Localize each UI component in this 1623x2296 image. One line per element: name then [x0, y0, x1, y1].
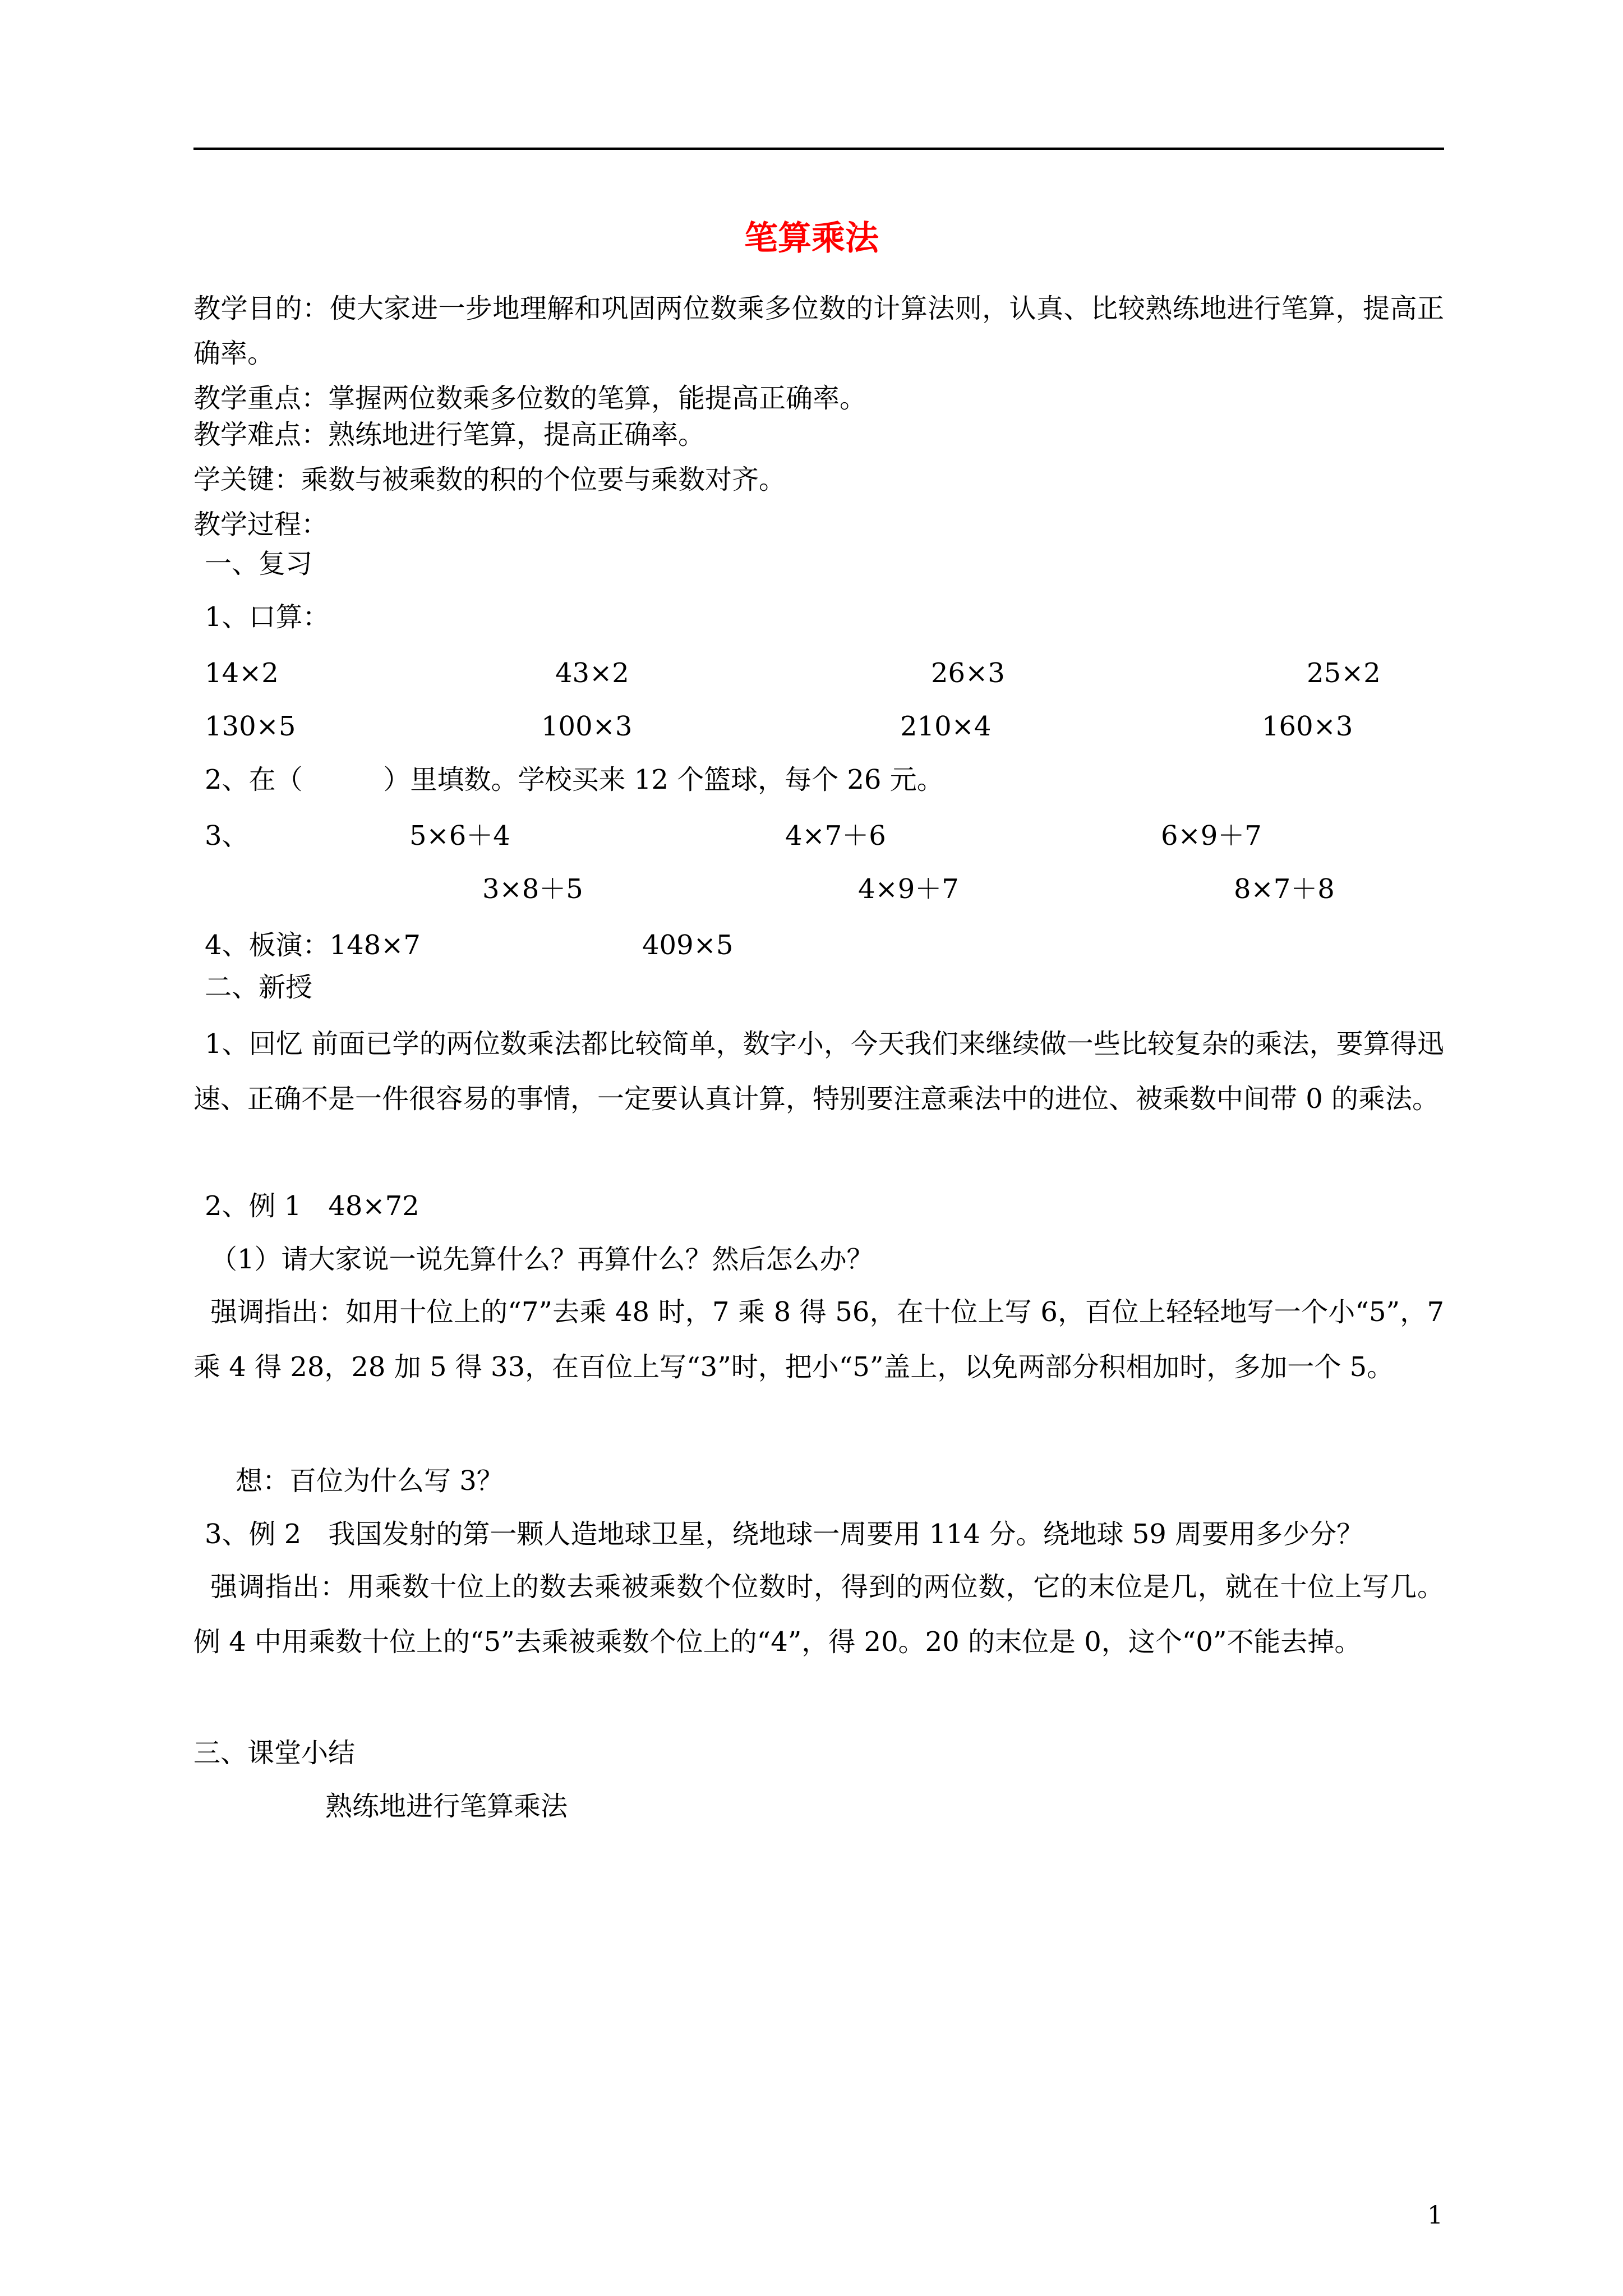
- example-1: 2、例 1 48×72: [205, 1190, 419, 1222]
- teaching-key: 学关键：乘数与被乘数的积的个位要与乘数对齐。: [193, 464, 786, 495]
- mixed-expr: 6×9＋7: [1161, 820, 1262, 852]
- oral-expr: 43×2: [555, 657, 629, 689]
- oral-expr: 100×3: [541, 711, 633, 742]
- emphasis-paragraph-1: 强调指出：如用十位上的“7”去乘 48 时，7 乘 8 得 56，在十位上写 6，百位上轻轻地写一个小“5”，7 乘 4 得 28，28 加 5 得 33，在百位上写“3”时，把小“5”盖上，以免两部分积相加时，多加一个 5。: [193, 1296, 1444, 1383]
- teaching-objective: 教学目的：使大家进一步地理解和巩固两位数乘多位数的计算法则，认真、比较熟练地进行笔算，提高正确率。: [193, 293, 1444, 369]
- mixed-expr: 8×7＋8: [1234, 873, 1335, 905]
- item-oral-calc: 1、口算：: [205, 601, 330, 633]
- mixed-expr: 4×7＋6: [785, 820, 886, 852]
- section-review: 一、复习: [205, 548, 313, 579]
- mixed-expr: 4×9＋7: [858, 873, 959, 905]
- board-demo-expr: 409×5: [642, 930, 734, 961]
- page-title: 笔算乘法: [744, 219, 879, 258]
- oral-expr: 210×4: [900, 711, 992, 742]
- item-fill-blank: 2、在（ ）里填数。学校买来 12 个篮球，每个 26 元。: [205, 764, 944, 795]
- example-2: 3、例 2 我国发射的第一颗人造地球卫星，绕地球一周要用 114 分。绕地球 59 周要用多少分？: [205, 1519, 1364, 1550]
- item-board-demo: 4、板演：148×7: [205, 930, 421, 961]
- recall-paragraph: 1、回忆 前面已学的两位数乘法都比较简单，数字小，今天我们来继续做一些比较复杂的乘法，要算得迅速、正确不是一件很容易的事情，一定要认真计算，特别要注意乘法中的进位、被乘数中间带 0 的乘法。: [193, 1028, 1444, 1115]
- teaching-process: 教学过程：: [193, 509, 329, 540]
- oral-expr: 26×3: [931, 657, 1005, 689]
- teaching-focus: 教学重点：掌握两位数乘多位数的笔算，能提高正确率。: [193, 383, 867, 414]
- item-mixed-label: 3、: [205, 820, 249, 852]
- section-new-teaching: 二、新授: [205, 972, 313, 1003]
- oral-expr: 25×2: [1307, 657, 1381, 689]
- section-summary: 三、课堂小结: [193, 1737, 356, 1769]
- summary-text: 熟练地进行笔算乘法: [325, 1791, 568, 1822]
- oral-expr: 160×3: [1262, 711, 1353, 742]
- mixed-expr: 3×8＋5: [482, 873, 583, 905]
- header-rule: [193, 148, 1444, 150]
- page-number: 1: [1427, 2201, 1443, 2230]
- oral-expr: 130×5: [205, 711, 296, 742]
- oral-expr: 14×2: [205, 657, 279, 689]
- mixed-expr: 5×6＋4: [409, 820, 510, 852]
- question-prompt: （1）请大家说一说先算什么？再算什么？然后怎么办？: [210, 1244, 874, 1275]
- teaching-difficulty: 教学难点：熟练地进行笔算，提高正确率。: [193, 419, 706, 450]
- think-question: 想：百位为什么写 3？: [236, 1465, 504, 1497]
- emphasis-paragraph-2: 强调指出：用乘数十位上的数去乘被乘数个位数时，得到的两位数，它的末位是几，就在十位上写几。例 4 中用乘数十位上的“5”去乘被乘数个位上的“4”，得 20。20 的末位是 0，这个“0”不能去掉。: [193, 1571, 1444, 1658]
